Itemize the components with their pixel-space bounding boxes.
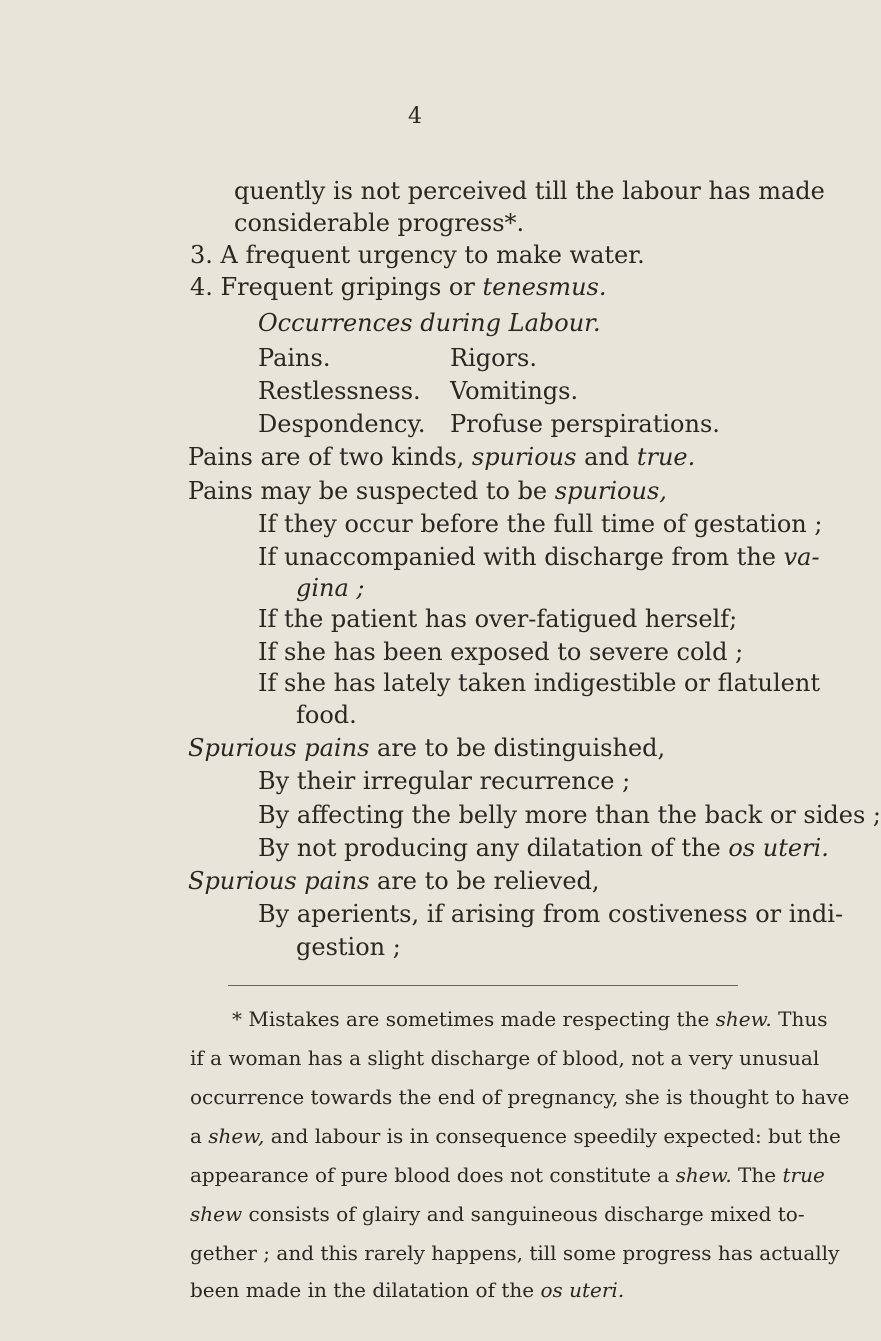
footnote-divider [228, 985, 738, 986]
text-line: By not producing any dilatation of the os uteri. [258, 834, 829, 862]
text-line: If she has lately taken indigestible or flatulent [258, 669, 820, 697]
footnote-line: appearance of pure blood does not constitute a shew. The true [190, 1163, 825, 1187]
text-line: By affecting the belly more than the back or sides ; [258, 801, 881, 829]
footnote-line: a shew, and labour is in consequence speedily expected: but the [190, 1124, 841, 1148]
occurrence-left: Despondency. [258, 410, 426, 438]
text-line: Spurious pains are to be relieved, [188, 867, 600, 895]
occurrence-left: Restlessness. [258, 377, 421, 405]
footnote-line: * Mistakes are sometimes made respecting the shew. Thus [232, 1007, 828, 1031]
occurrence-right: Vomitings. [450, 377, 579, 405]
occurrence-left: Pains. [258, 344, 331, 372]
text-line: If the patient has over-fatigued herself; [258, 605, 738, 633]
footnote-line: shew consists of glairy and sanguineous discharge mixed to- [190, 1202, 805, 1226]
text-line: considerable progress*. [234, 209, 525, 237]
text-line: If she has been exposed to severe cold ; [258, 638, 744, 666]
text-line: By aperients, if arising from costiveness or indi- [258, 900, 844, 928]
footnote-line: if a woman has a slight discharge of blood, not a very unusual [190, 1046, 820, 1070]
text-line: gina ; [296, 574, 365, 602]
footnote-line: occurrence towards the end of pregnancy, she is thought to have [190, 1085, 850, 1109]
footnote-line: gether ; and this rarely happens, till some progress has actually [190, 1241, 840, 1265]
footnote-line: been made in the dilatation of the os uteri. [190, 1278, 625, 1302]
text-line: quently is not perceived till the labour has made [234, 177, 825, 205]
occurrence-right: Rigors. [450, 344, 537, 372]
text-line: gestion ; [296, 933, 401, 961]
text-line: Pains are of two kinds, spurious and true. [188, 443, 696, 471]
page-number: 4 [408, 104, 422, 129]
text-line: By their irregular recurrence ; [258, 767, 631, 795]
text-line: Spurious pains are to be distinguished, [188, 734, 666, 762]
list-item: 4. Frequent gripings or tenesmus. [190, 273, 607, 301]
text-line: food. [296, 701, 357, 729]
text-line: Pains may be suspected to be spurious, [188, 477, 667, 505]
occurrence-right: Profuse perspirations. [450, 410, 720, 438]
text-line: If unaccompanied with discharge from the va- [258, 543, 820, 571]
section-heading: Occurrences during Labour. [258, 309, 601, 337]
list-item: 3. A frequent urgency to make water. [190, 241, 645, 269]
text-line: If they occur before the full time of gestation ; [258, 510, 823, 538]
